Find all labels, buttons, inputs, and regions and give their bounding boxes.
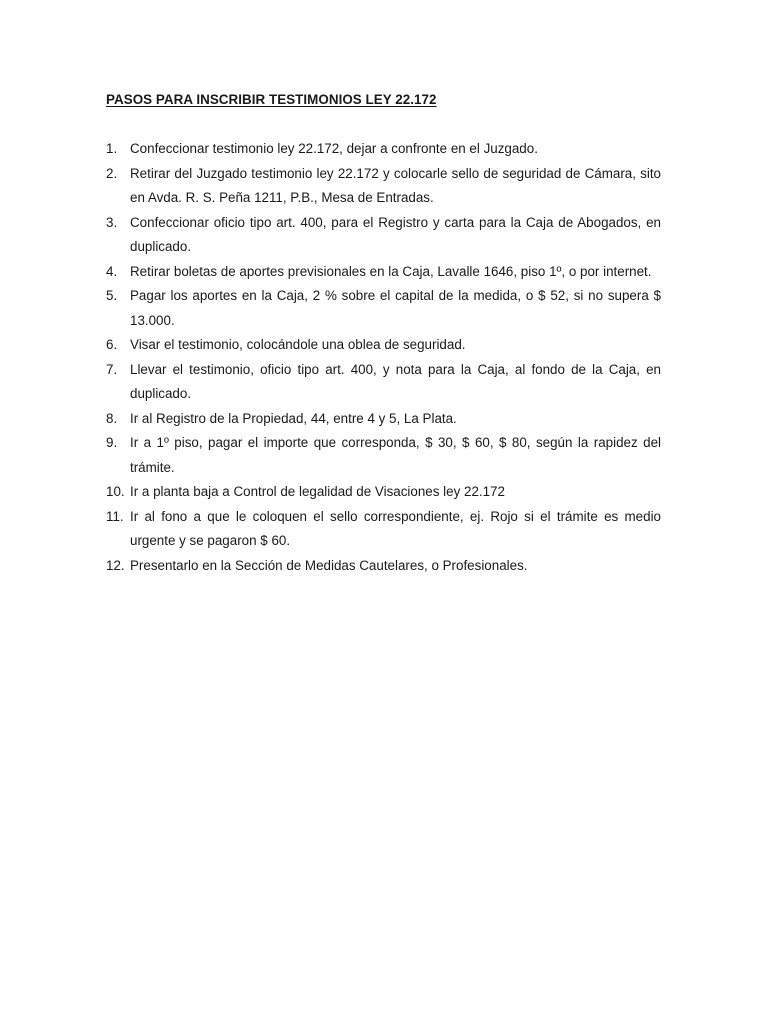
step-number: 9.: [106, 435, 118, 450]
step-number: 4.: [106, 263, 118, 279]
step-item: [106, 480, 661, 505]
step-item: [106, 407, 661, 432]
step-item: [106, 260, 661, 285]
step-item: [106, 554, 661, 579]
step-text: Ir al Registro de la Propiedad, 44, entre 4 y 5, La Plata.: [130, 410, 457, 426]
step-number: 8.: [106, 410, 118, 426]
step-item: [106, 431, 661, 480]
step-text: Ir a planta baja a Control de legalidad de Visaciones ley 22.172: [130, 484, 505, 499]
step-text: Ir a 1º piso, pagar el importe que corresponda, $ 30, $ 60, $ 80, según la rapidez del trámite.: [130, 435, 661, 475]
step-number: 1.: [106, 141, 118, 156]
step-item: [106, 137, 661, 162]
step-number: 11.: [106, 508, 124, 524]
step-item: [106, 505, 661, 554]
step-number: 2.: [106, 165, 118, 181]
step-item: [106, 333, 661, 358]
step-text: Pagar los aportes en la Caja, 2 % sobre el capital de la medida, o $ 52, si no supera $ 13.000.: [130, 288, 661, 328]
step-number: 10.: [106, 484, 125, 499]
step-text: Retirar del Juzgado testimonio ley 22.172 y colocarle sello de seguridad de Cámara, sito en Avda. R. S. Peña 1211, P.B., Mesa de Entradas.: [130, 165, 661, 205]
step-item: [106, 284, 661, 333]
step-item: [106, 211, 661, 260]
step-text: Retirar boletas de aportes previsionales en la Caja, Lavalle 1646, piso 1º, o por internet.: [130, 263, 652, 279]
step-text: Presentarlo en la Sección de Medidas Cautelares, o Profesionales.: [130, 557, 528, 573]
step-number: 3.: [106, 214, 118, 230]
steps-list: [106, 137, 661, 578]
step-number: 6.: [106, 337, 118, 352]
step-item: [106, 358, 661, 407]
step-text: Confeccionar testimonio ley 22.172, dejar a confronte en el Juzgado.: [130, 141, 538, 156]
step-number: 12.: [106, 557, 125, 573]
document-title: PASOS PARA INSCRIBIR TESTIMONIOS LEY 22.172: [106, 92, 437, 107]
step-text: Llevar el testimonio, oficio tipo art. 400, y nota para la Caja, al fondo de la Caja, en duplicado.: [130, 361, 661, 401]
step-text: Ir al fono a que le coloquen el sello correspondiente, ej. Rojo si el trámite es medio urgente y se pagaron $ 60.: [130, 508, 661, 548]
step-number: 5.: [106, 288, 118, 303]
step-number: 7.: [106, 361, 118, 377]
step-item: [106, 162, 661, 211]
step-text: Confeccionar oficio tipo art. 400, para el Registro y carta para la Caja de Abogados, en duplicado.: [130, 214, 661, 254]
step-text: Visar el testimonio, colocándole una oblea de seguridad.: [130, 337, 466, 352]
